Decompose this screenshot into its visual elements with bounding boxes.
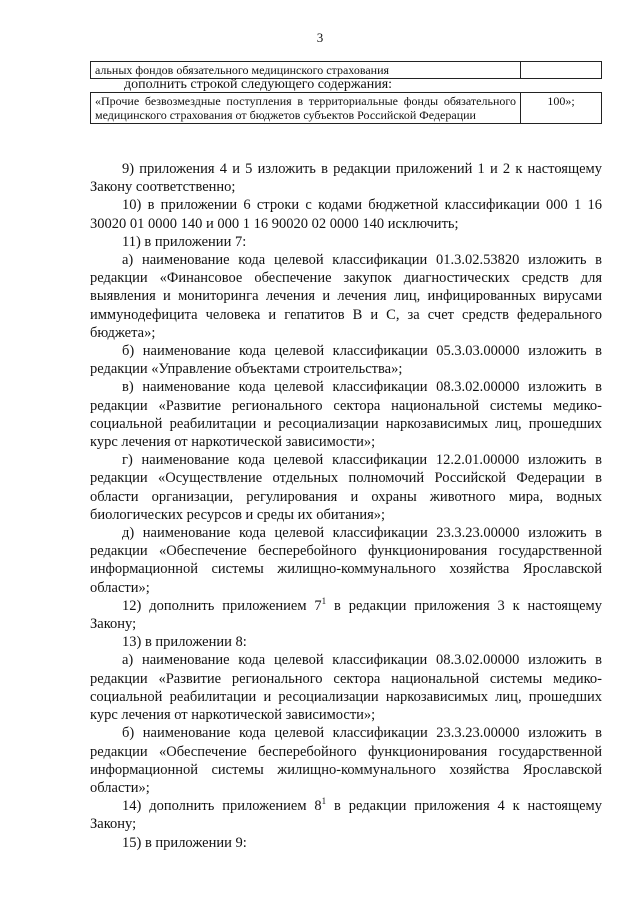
paragraph-9: 9) приложения 4 и 5 изложить в редакции приложений 1 и 2 к настоящему Закону соответственно;	[90, 161, 602, 196]
paragraph-12	[90, 597, 602, 633]
paragraph-11a: а) наименование кода целевой классификации 01.3.02.53820 изложить в редакции «Финансовое обеспечение закупок диагностических средств для выявления и мониторинга лечения и лечения лиц, инфицированных вирусами иммунодефицита человека и гепатитов В и С, за счет средств федерального бюджета»;	[90, 252, 602, 341]
table-row	[91, 93, 602, 124]
paragraph-13a: а) наименование кода целевой классификации 08.3.02.00000 изложить в редакции «Развитие регионального сектора национальной системы медико-социальной реабилитации и ресоциализации наркозависимых лиц, прошедших курс лечения от наркотической зависимости»;	[90, 652, 602, 724]
paragraph-11d: д) наименование кода целевой классификации 23.3.23.00000 изложить в редакции «Обеспечение бесперебойного функционирования государственной информационной системы жилищно-коммунального хозяйства Ярославской области»;	[90, 525, 602, 596]
paragraph-13b: б) наименование кода целевой классификации 23.3.23.00000 изложить в редакции «Обеспечение бесперебойного функционирования государственной информационной системы жилищно-коммунального хозяйства Ярославской области»;	[90, 725, 602, 796]
page-number: 3	[316, 30, 324, 45]
table-new-row	[90, 92, 602, 124]
table-cell-text: альных фондов обязательного медицинского страхования	[91, 62, 521, 79]
table-cell-value: 100»;	[521, 93, 602, 124]
table-cell-text: «Прочие безвозмездные поступления в территориальные фонды обязательного медицинского страхования от бюджетов субъектов Российской Федерации	[91, 93, 521, 124]
paragraph-11b: б) наименование кода целевой классификации 05.3.03.00000 изложить в редакции «Управление объектами строительства»;	[90, 343, 602, 378]
paragraph-10: 10) в приложении 6 строки с кодами бюджетной классификации 000 1 16 30020 01 0000 140 и 000 1 16 90020 02 0000 140 исключить;	[90, 197, 602, 232]
insert-instruction: дополнить строкой следующего содержания:	[124, 77, 393, 92]
document-body	[90, 160, 602, 852]
paragraph-14	[90, 797, 602, 833]
paragraph-14-text: 14) дополнить приложением 8	[122, 798, 322, 815]
table-cell-value	[521, 62, 602, 79]
paragraph-11g: г) наименование кода целевой классификации 12.2.01.00000 изложить в редакции «Осуществление отдельных полномочий Российской Федерации в области организации, регулирования и охраны животного мира, водных биологических ресурсов и среды их обитания»;	[90, 452, 602, 523]
paragraph-15: 15) в приложении 9:	[122, 834, 247, 851]
paragraph-14-text-end: в редакции приложения 4 к настоящему Закону;	[90, 798, 602, 833]
paragraph-12-text-end: в редакции приложения 3 к настоящему Закону;	[90, 597, 602, 633]
table-row	[91, 62, 602, 79]
paragraph-13: 13) в приложении 8:	[122, 634, 247, 651]
superscript: 1	[321, 796, 327, 807]
paragraph-11v: в) наименование кода целевой классификации 08.3.02.00000 изложить в редакции «Развитие регионального сектора национальной системы медико-социальной реабилитации и ресоциализации наркозависимых лиц, прошедших курс лечения от наркотической зависимости»;	[90, 379, 602, 451]
paragraph-11: 11) в приложении 7:	[122, 233, 247, 250]
paragraph-12-text: 12) дополнить приложением 7	[122, 597, 322, 614]
superscript: 1	[321, 596, 327, 607]
